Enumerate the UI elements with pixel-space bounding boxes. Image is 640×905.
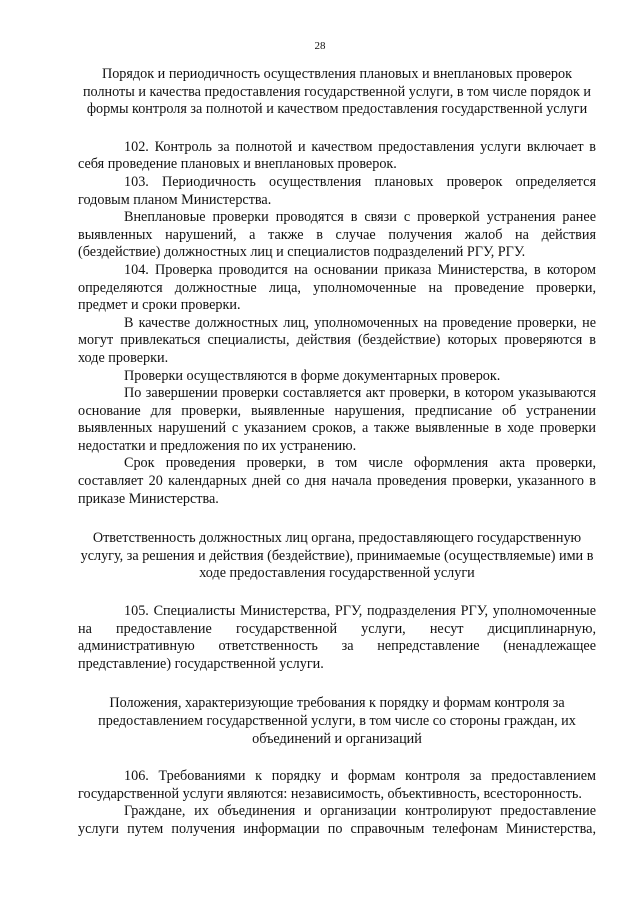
paragraph-104: 104. Проверка проводится на основании приказа Министерства, в котором определяются должностные лица, уполномоченные на проведение проверки, предмет и сроки проверки. bbox=[78, 261, 596, 314]
section-heading-control-requirements: Положения, характеризующие требования к порядку и формам контроля за предоставлением государственной услуги, в том числе со стороны граждан, их объединений и организаций bbox=[98, 695, 576, 747]
document-body bbox=[78, 66, 596, 839]
paragraph-103: 103. Периодичность осуществления плановых проверок определяется годовым планом Министерства. bbox=[78, 173, 596, 208]
paragraph-102: 102. Контроль за полнотой и качеством предоставления услуги включает в себя проведение плановых и внеплановых проверок. bbox=[78, 138, 596, 173]
paragraph-officials: В качестве должностных лиц, уполномоченных на проведение проверки, не могут привлекаться специалисты, действия (бездействие) которых проверяются в ходе проверки. bbox=[78, 314, 596, 366]
paragraph-105: 105. Специалисты Министерства, РГУ, подразделения РГУ, уполномоченные на предоставление государственной услуги, несут дисциплинарную, административную ответственность за непредставление (ненадлежащее представление) государственной услуги. bbox=[78, 603, 596, 672]
paragraph-unscheduled-inspections: Внеплановые проверки проводятся в связи с проверкой устранения ранее выявленных нарушений, а также в случае получения жалоб на действия (бездействие) должностных лиц и специалистов подразделений РГУ, РГУ. bbox=[78, 209, 596, 261]
section-heading-inspections: Порядок и периодичность осуществления плановых и внеплановых проверок полноты и качества предоставления государственной услуги, в том числе порядок и формы контроля за полнотой и качеством предоставления государственной услуги bbox=[82, 66, 592, 118]
paragraph-106: 106. Требованиями к порядку и формам контроля за предоставлением государственной услуги являются: независимость, объективность, всесторонность. bbox=[78, 768, 596, 802]
paragraph-inspection-form: Проверки осуществляются в форме документарных проверок. bbox=[124, 367, 501, 384]
paragraph-inspection-term: Срок проведения проверки, в том числе оформления акта проверки, составляет 20 календарных дней со дня начала проведения проверки, указанного в приказе Министерства. bbox=[78, 455, 596, 507]
paragraph-citizens-control: Граждане, их объединения и организации контролируют предоставление услуги путем получения информации по справочным телефонам Министерства, bbox=[78, 803, 596, 837]
paragraph-inspection-act: По завершении проверки составляется акт проверки, в котором указываются основание для проверки, выявленные нарушения, предписание об устранении выявленных нарушений с указанием сроков, а также выявленные в ходе проверки недостатки и предложения по их устранению. bbox=[78, 385, 596, 454]
page-number: 28 bbox=[314, 40, 326, 52]
section-heading-responsibility: Ответственность должностных лиц органа, предоставляющего государственную услугу, за решения и действия (бездействие), принимаемые (осуществляемые) ими в ходе предоставления государственной услуги bbox=[80, 530, 594, 582]
